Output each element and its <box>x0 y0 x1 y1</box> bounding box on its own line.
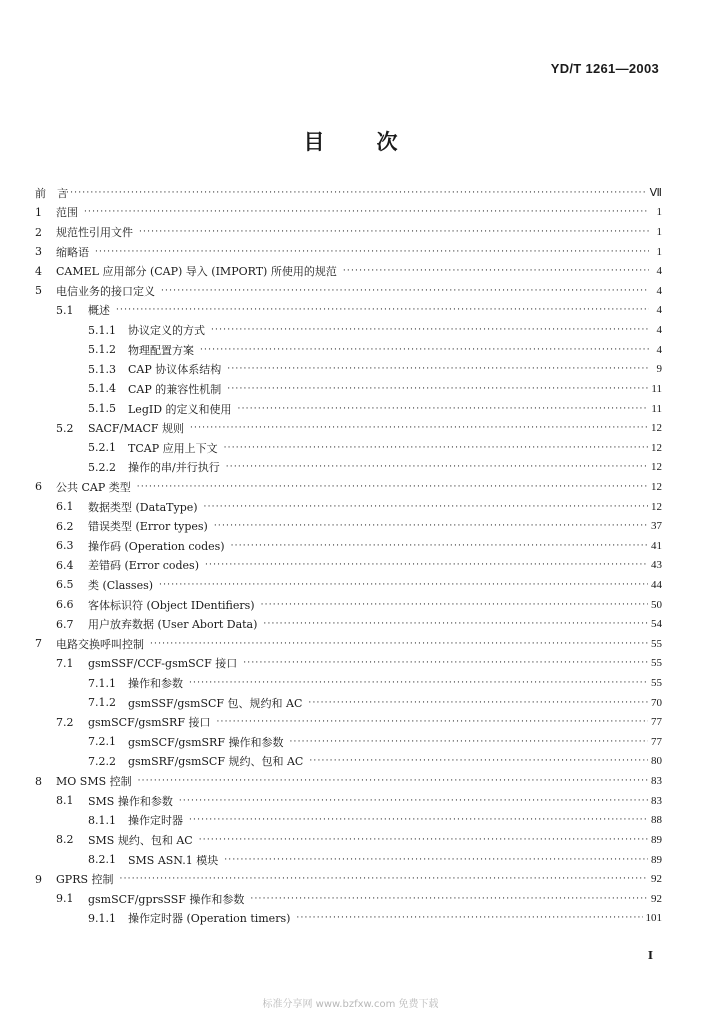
toc-entry-page: 55 <box>651 677 662 690</box>
standard-number: YD/T 1261—2003 <box>550 61 659 76</box>
toc-entry[interactable] <box>35 889 662 909</box>
toc-entry-title: SMS 操作和参数 <box>88 794 173 808</box>
toc-entry-page: 80 <box>651 755 662 768</box>
toc-entry[interactable] <box>35 438 662 458</box>
toc-entry-page: Ⅶ <box>649 187 662 200</box>
toc-entry-page: 43 <box>651 559 662 572</box>
toc-entry-title: 操作定时器 <box>128 814 183 828</box>
toc-entry-title: 数据类型 (DataType) <box>88 500 198 514</box>
toc-entry-page: 89 <box>651 853 662 866</box>
toc-entry-page: 1 <box>656 206 662 219</box>
toc-entry-page: 77 <box>651 735 662 748</box>
toc-entry-number: 9.1.1 <box>88 911 116 925</box>
toc-entry-title: gsmSCF/gprsSSF 操作和参数 <box>88 892 245 906</box>
toc-entry-title: SACF/MACF 规则 <box>88 422 184 436</box>
toc-entry[interactable] <box>35 536 662 556</box>
toc-entry[interactable] <box>35 811 662 831</box>
toc-entry-title: 物理配置方案 <box>128 343 194 357</box>
toc-leader-dots <box>343 266 649 276</box>
toc-entry[interactable] <box>35 359 662 379</box>
toc-leader-dots <box>250 894 648 904</box>
toc-entry-number: 9.1 <box>56 892 74 906</box>
toc-leader-dots <box>161 286 649 296</box>
toc-entry[interactable] <box>35 791 662 811</box>
toc-entry-title: CAMEL 应用部分 (CAP) 导入 (IMPORT) 所使用的规范 <box>56 265 337 279</box>
toc-entry-page: 55 <box>651 657 662 670</box>
toc-entry-title: MO SMS 控制 <box>56 775 132 789</box>
toc-entry-page: 89 <box>651 833 662 846</box>
toc-entry-title: gsmSSF/gsmSCF 包、规约和 AC <box>128 696 303 710</box>
toc-entry-page: 83 <box>651 794 662 807</box>
toc-entry-title: 范围 <box>56 206 78 220</box>
toc-entry-page: 4 <box>656 324 662 337</box>
toc-entry[interactable] <box>35 203 662 223</box>
toc-entry-page: 4 <box>656 284 662 297</box>
toc-leader-dots <box>139 227 649 237</box>
toc-entry-page: 11 <box>651 402 662 415</box>
toc-entry[interactable] <box>35 261 662 281</box>
toc-entry[interactable] <box>35 183 662 203</box>
toc-entry-title: 规范性引用文件 <box>56 226 133 240</box>
toc-entry-number: 8.1.1 <box>88 813 116 827</box>
toc-entry-title: 操作和参数 <box>128 677 183 691</box>
toc-leader-dots <box>137 482 648 492</box>
toc-entry[interactable] <box>35 575 662 595</box>
toc-entry-title: 概述 <box>88 304 110 318</box>
toc-leader-dots <box>214 521 648 531</box>
toc-leader-dots <box>231 541 648 551</box>
toc-entry-title: TCAP 应用上下文 <box>128 441 218 455</box>
toc-entry[interactable] <box>35 379 662 399</box>
toc-entry[interactable] <box>35 712 662 732</box>
toc-entry-number: 5.2 <box>56 421 74 435</box>
toc-leader-dots <box>211 325 649 335</box>
toc-entry-page: 44 <box>651 578 662 591</box>
toc-entry-title: 电路交换呼叫控制 <box>56 637 144 651</box>
toc-entry-title: 协议定义的方式 <box>128 324 205 338</box>
toc-entry-title: CAP 协议体系结构 <box>128 363 222 377</box>
toc-entry-number: 3 <box>35 245 42 259</box>
toc-entry-number: 6.5 <box>56 578 74 592</box>
toc-entry[interactable] <box>35 732 662 752</box>
toc-leader-dots <box>224 855 648 865</box>
toc-entry-number: 7.1 <box>56 656 74 670</box>
toc-entry-number: 5.2.1 <box>88 441 116 455</box>
toc-entry-number: 8 <box>35 774 42 788</box>
toc-entry-page: 4 <box>656 265 662 278</box>
toc-entry-number: 8.2.1 <box>88 853 116 867</box>
toc-entry[interactable] <box>35 850 662 870</box>
toc-entry-number: 9 <box>35 872 42 886</box>
toc-entry[interactable] <box>35 752 662 772</box>
toc-entry-number: 7 <box>35 637 42 651</box>
toc-entry-number: 5 <box>35 284 42 298</box>
toc-leader-dots <box>238 404 649 414</box>
toc-entry-page: 1 <box>656 245 662 258</box>
toc-entry-title: LegID 的定义和使用 <box>128 402 232 416</box>
toc-entry-number: 5.1.1 <box>88 323 116 337</box>
toc-leader-dots <box>216 717 648 727</box>
toc-entry-title: 用户放弃数据 (User Abort Data) <box>88 618 258 632</box>
toc-entry[interactable] <box>35 516 662 536</box>
toc-entry-title: 缩略语 <box>56 245 89 259</box>
toc-entry-title: CAP 的兼容性机制 <box>128 382 222 396</box>
toc-entry[interactable] <box>35 634 662 654</box>
toc-entry-number: 7.2.1 <box>88 735 116 749</box>
toc-entry[interactable] <box>35 477 662 497</box>
toc-entry-page: 12 <box>651 461 662 474</box>
toc-leader-dots <box>150 639 648 649</box>
toc-entry-number: 前 言 <box>35 186 68 200</box>
toc-entry[interactable] <box>35 556 662 576</box>
table-of-contents <box>35 183 662 928</box>
toc-entry-title: SMS ASN.1 模块 <box>128 853 219 867</box>
toc-leader-dots <box>159 580 648 590</box>
toc-entry-number: 8.1 <box>56 794 74 808</box>
toc-entry-number: 7.1.1 <box>88 676 116 690</box>
toc-entry[interactable] <box>35 673 662 693</box>
toc-leader-dots <box>309 756 648 766</box>
toc-entry-page: 70 <box>651 696 662 709</box>
toc-entry-title: SMS 规约、包和 AC <box>88 833 193 847</box>
toc-entry-page: 83 <box>651 775 662 788</box>
toc-leader-dots <box>179 796 648 806</box>
toc-leader-dots <box>189 678 648 688</box>
toc-entry[interactable] <box>35 418 662 438</box>
toc-entry-page: 101 <box>645 912 662 925</box>
toc-entry-number: 4 <box>35 264 42 278</box>
toc-entry[interactable] <box>35 830 662 850</box>
toc-entry-title: 操作定时器 (Operation timers) <box>128 912 291 926</box>
toc-entry-title: gsmSRF/gsmSCF 规约、包和 AC <box>128 755 304 769</box>
toc-entry[interactable] <box>35 340 662 360</box>
toc-entry-page: 92 <box>651 892 662 905</box>
toc-entry-page: 50 <box>651 598 662 611</box>
toc-entry-number: 7.1.2 <box>88 696 116 710</box>
toc-entry-title: 差错码 (Error codes) <box>88 559 199 573</box>
toc-entry-number: 1 <box>35 205 42 219</box>
toc-entry-number: 8.2 <box>56 833 74 847</box>
toc-entry-number: 5.1.4 <box>88 382 116 396</box>
toc-leader-dots <box>199 835 648 845</box>
toc-entry-title: GPRS 控制 <box>56 873 114 887</box>
toc-entry-page: 41 <box>651 539 662 552</box>
toc-entry-number: 5.2.2 <box>88 460 116 474</box>
toc-entry-title: 操作的串/并行执行 <box>128 461 220 475</box>
toc-entry-page: 12 <box>651 441 662 454</box>
toc-leader-dots <box>263 619 648 629</box>
toc-leader-dots <box>138 776 648 786</box>
toc-leader-dots <box>289 737 648 747</box>
toc-entry-page: 12 <box>651 500 662 513</box>
toc-entry[interactable] <box>35 869 662 889</box>
toc-entry-page: 12 <box>651 422 662 435</box>
toc-entry[interactable] <box>35 301 662 321</box>
toc-entry[interactable] <box>35 614 662 634</box>
toc-entry-page: 92 <box>651 873 662 886</box>
toc-entry-number: 6.6 <box>56 598 74 612</box>
toc-leader-dots <box>200 345 649 355</box>
toc-entry[interactable] <box>35 320 662 340</box>
toc-entry-title: 电信业务的接口定义 <box>56 284 155 298</box>
toc-entry-page: 54 <box>651 618 662 631</box>
toc-entry[interactable] <box>35 497 662 517</box>
toc-entry-number: 6.1 <box>56 500 74 514</box>
toc-entry-page: 88 <box>651 814 662 827</box>
toc-entry[interactable] <box>35 693 662 713</box>
toc-leader-dots <box>189 815 648 825</box>
toc-entry-number: 6.3 <box>56 539 74 553</box>
toc-entry-title: 公共 CAP 类型 <box>56 480 131 494</box>
toc-leader-dots <box>95 247 649 257</box>
toc-entry-page: 55 <box>651 637 662 650</box>
toc-entry-title: gsmSSF/CCF-gsmSCF 接口 <box>88 657 238 671</box>
toc-entry-page: 11 <box>651 382 662 395</box>
toc-entry[interactable] <box>35 771 662 791</box>
toc-leader-dots <box>243 658 648 668</box>
toc-entry-title: 类 (Classes) <box>88 578 154 592</box>
toc-entry-number: 7.2 <box>56 715 74 729</box>
toc-entry-title: 错误类型 (Error types) <box>88 520 208 534</box>
toc-entry-page: 1 <box>656 226 662 239</box>
toc-entry-number: 7.2.2 <box>88 754 116 768</box>
toc-entry-number: 2 <box>35 225 42 239</box>
toc-entry-title: 操作码 (Operation codes) <box>88 539 225 553</box>
toc-leader-dots <box>190 423 648 433</box>
toc-entry[interactable] <box>35 242 662 262</box>
toc-entry-title: 客体标识符 (Object IDentifiers) <box>88 598 255 612</box>
toc-leader-dots <box>84 207 649 217</box>
toc-entry-page: 37 <box>651 520 662 533</box>
toc-leader-dots <box>62 188 647 198</box>
toc-entry[interactable] <box>35 399 662 419</box>
toc-entry[interactable] <box>35 595 662 615</box>
toc-entry-number: 6.2 <box>56 519 74 533</box>
watermark: 标准分享网 www.bzfxw.com 免费下载 <box>262 999 439 1010</box>
toc-entry-number: 5.1.5 <box>88 402 116 415</box>
toc-entry-page: 4 <box>656 343 662 356</box>
toc-entry-number: 5.1 <box>56 303 74 317</box>
toc-leader-dots <box>204 502 648 512</box>
toc-entry-number: 6 <box>35 480 42 494</box>
toc-leader-dots <box>227 384 648 394</box>
toc-leader-dots <box>224 443 648 453</box>
toc-entry-number: 5.1.3 <box>88 362 116 376</box>
toc-entry-title: gsmSCF/gsmSRF 接口 <box>88 716 211 730</box>
toc-leader-dots <box>116 305 649 315</box>
toc-entry-page: 77 <box>651 716 662 729</box>
title-char-2: 次 <box>376 129 398 154</box>
toc-entry[interactable] <box>35 909 662 929</box>
toc-leader-dots <box>120 874 648 884</box>
toc-entry-page: 9 <box>656 363 662 376</box>
title-char-1: 目 <box>303 129 325 154</box>
toc-entry[interactable] <box>35 654 662 674</box>
toc-entry-page: 4 <box>656 304 662 317</box>
toc-entry-number: 5.1.2 <box>88 343 116 357</box>
toc-leader-dots <box>227 364 649 374</box>
toc-entry[interactable] <box>35 281 662 301</box>
toc-entry-page: 12 <box>651 480 662 493</box>
page-title <box>0 126 701 156</box>
toc-leader-dots <box>226 462 648 472</box>
toc-entry-number: 6.7 <box>56 617 74 631</box>
toc-entry-title: gsmSCF/gsmSRF 操作和参数 <box>128 735 284 749</box>
toc-entry[interactable] <box>35 458 662 478</box>
toc-leader-dots <box>308 698 648 708</box>
toc-leader-dots <box>296 913 642 923</box>
toc-entry-number: 6.4 <box>56 558 74 572</box>
page-number: I <box>647 949 653 962</box>
toc-leader-dots <box>261 600 648 610</box>
toc-entry[interactable] <box>35 222 662 242</box>
toc-leader-dots <box>205 560 648 570</box>
